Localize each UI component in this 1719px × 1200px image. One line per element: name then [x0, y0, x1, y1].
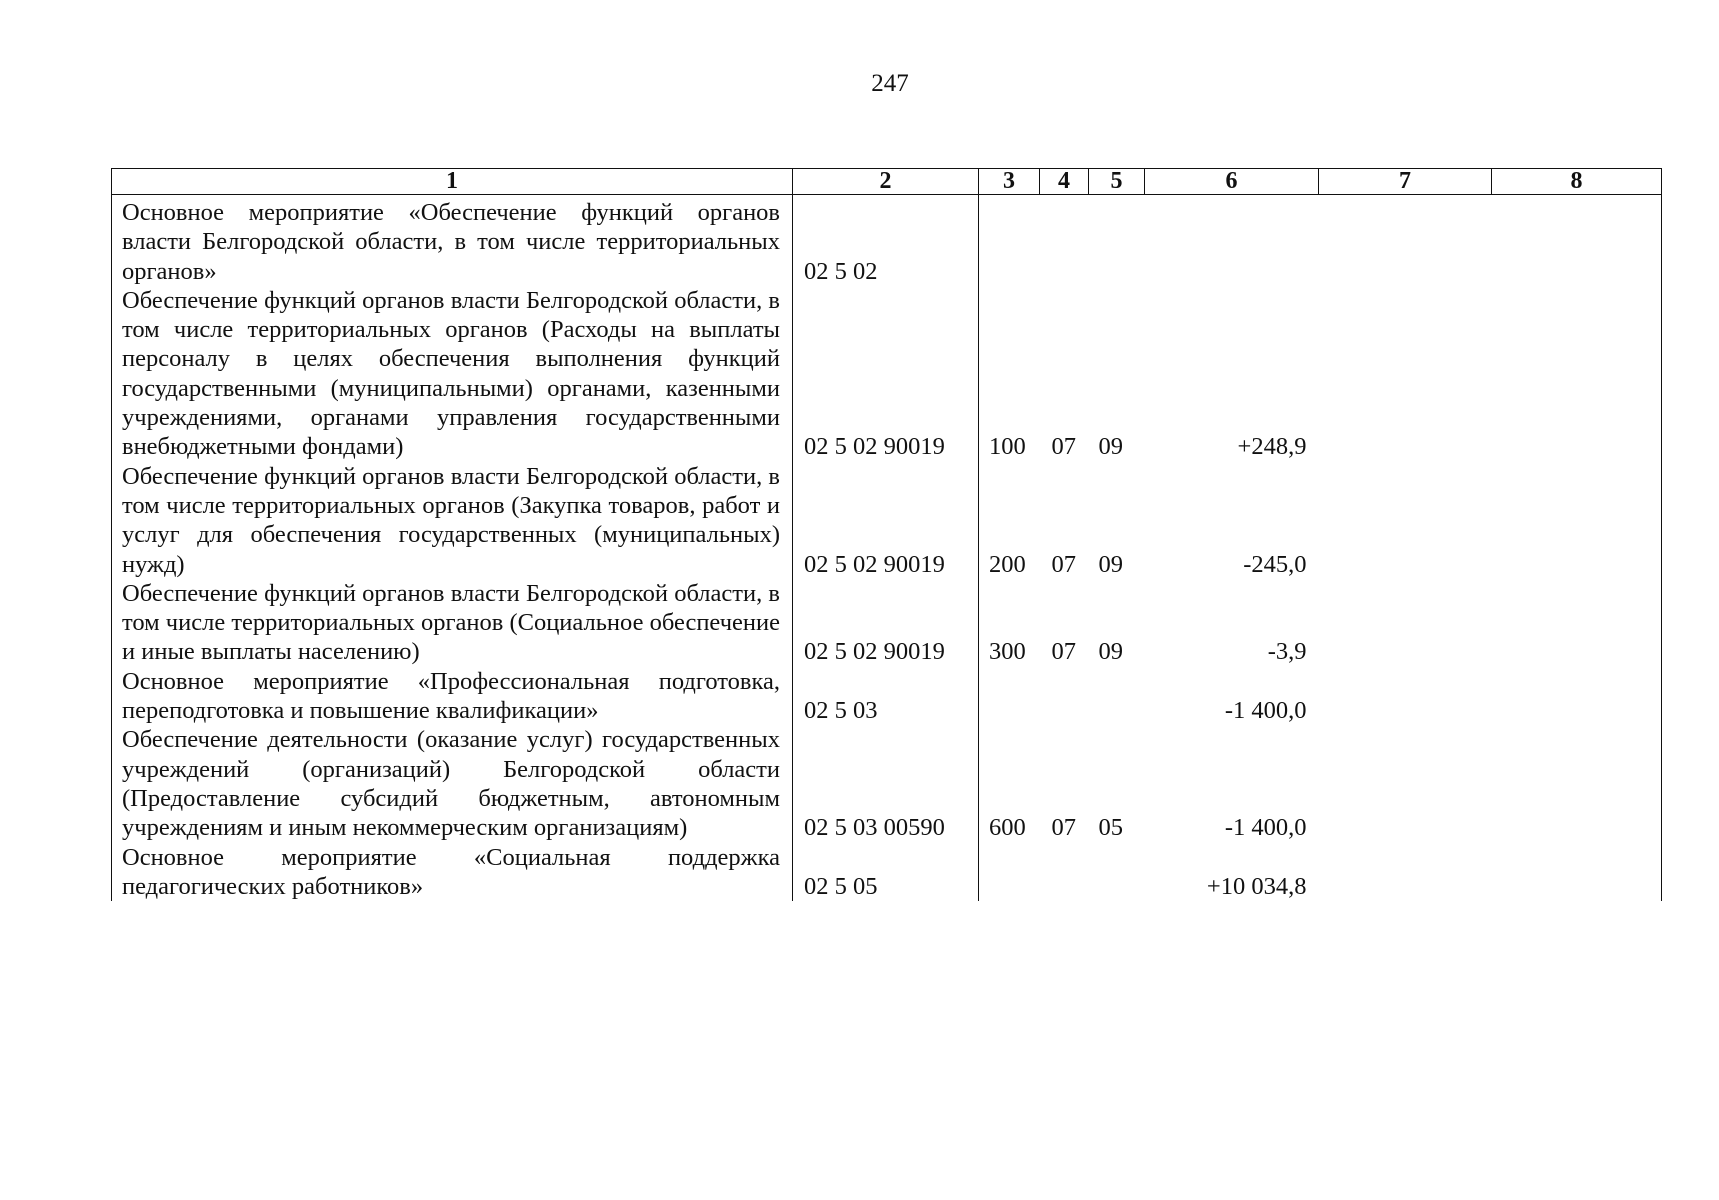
row-expense-type: 200 [979, 462, 1040, 579]
row-name: Обеспечение деятельности (оказание услуг) государственных учреждений (организаций) Белгородской области (Предоставление субсидий бюджетным, автономным учреждениям и иным некоммерческим организациям) [112, 725, 793, 842]
header-col-4: 4 [1040, 169, 1089, 195]
row-name: Обеспечение функций органов власти Белгородской области, в том числе территориальных органов (Социальное обеспечение и иные выплаты населению) [112, 579, 793, 667]
budget-table [111, 168, 1662, 901]
row-expense-type: 100 [979, 286, 1040, 462]
row-subsection: 05 [1098, 814, 1123, 842]
row-section [1040, 667, 1089, 726]
row-col-7 [1319, 843, 1492, 902]
row-amount: +248,9 [1237, 433, 1307, 461]
row-col-8 [1492, 725, 1662, 842]
header-col-6: 6 [1145, 169, 1319, 195]
row-col-8 [1492, 286, 1662, 462]
row-expense-type: 600 [979, 725, 1040, 842]
row-code: 02 5 03 [793, 667, 979, 726]
row-section: 07 [1051, 433, 1076, 461]
row-code: 02 5 03 00590 [793, 725, 979, 842]
table-body [112, 195, 1662, 902]
row-amount: +10 034,8 [1206, 872, 1307, 900]
row-col-8 [1492, 579, 1662, 667]
table-row [112, 843, 1662, 902]
row-code: 02 5 02 [793, 195, 979, 286]
page-number: 247 [871, 70, 909, 97]
table-row [112, 195, 1662, 286]
row-amount [1145, 195, 1319, 286]
row-col-7 [1319, 667, 1492, 726]
table-row [112, 725, 1662, 842]
row-amount: -245,0 [1243, 550, 1307, 578]
row-code: 02 5 02 90019 [793, 462, 979, 579]
header-col-5: 5 [1089, 169, 1145, 195]
row-subsection [1089, 195, 1145, 286]
row-expense-type [979, 843, 1040, 902]
row-code: 02 5 02 90019 [793, 579, 979, 667]
header-col-3: 3 [979, 169, 1040, 195]
row-amount: -1 400,0 [1224, 697, 1307, 725]
row-code: 02 5 05 [793, 843, 979, 902]
row-col-8 [1492, 667, 1662, 726]
row-code: 02 5 02 90019 [793, 286, 979, 462]
row-section [1040, 195, 1089, 286]
row-col-7 [1319, 195, 1492, 286]
row-amount: -3,9 [1267, 638, 1307, 666]
header-col-2: 2 [793, 169, 979, 195]
row-amount: -1 400,0 [1224, 814, 1307, 842]
row-section: 07 [1051, 550, 1076, 578]
row-expense-type [979, 667, 1040, 726]
row-name: Обеспечение функций органов власти Белгородской области, в том числе территориальных органов (Расходы на выплаты персоналу в целях обеспечения выполнения функций государственными (муниципальными) органами, казенными учреждениями, органами управления государственными внебюджетными фондами) [112, 286, 793, 462]
row-col-7 [1319, 462, 1492, 579]
row-col-8 [1492, 462, 1662, 579]
row-col-7 [1319, 579, 1492, 667]
row-subsection: 09 [1098, 550, 1123, 578]
row-subsection [1089, 843, 1145, 902]
row-col-8 [1492, 843, 1662, 902]
header-col-8: 8 [1492, 169, 1662, 195]
header-col-7: 7 [1319, 169, 1492, 195]
row-subsection: 09 [1098, 638, 1123, 666]
row-col-7 [1319, 725, 1492, 842]
table-header [112, 169, 1662, 195]
row-name: Обеспечение функций органов власти Белгородской области, в том числе территориальных органов (Закупка товаров, работ и услуг для обеспечения государственных (муниципальных) нужд) [112, 462, 793, 579]
table-row [112, 286, 1662, 462]
table-row [112, 462, 1662, 579]
row-col-8 [1492, 195, 1662, 286]
header-col-1: 1 [112, 169, 793, 195]
header-row [112, 169, 1662, 195]
row-subsection [1089, 667, 1145, 726]
row-name: Основное мероприятие «Профессиональная подготовка, переподготовка и повышение квалификации» [112, 667, 793, 726]
row-subsection: 09 [1098, 433, 1123, 461]
row-name: Основное мероприятие «Обеспечение функций органов власти Белгородской области, в том числе территориальных органов» [112, 195, 793, 286]
row-expense-type [979, 195, 1040, 286]
row-col-7 [1319, 286, 1492, 462]
table-row [112, 667, 1662, 726]
row-expense-type: 300 [979, 579, 1040, 667]
row-section: 07 [1051, 814, 1076, 842]
row-name: Основное мероприятие «Социальная поддержка педагогических работников» [112, 843, 793, 902]
row-section: 07 [1051, 638, 1076, 666]
row-section [1040, 843, 1089, 902]
table-row [112, 579, 1662, 667]
